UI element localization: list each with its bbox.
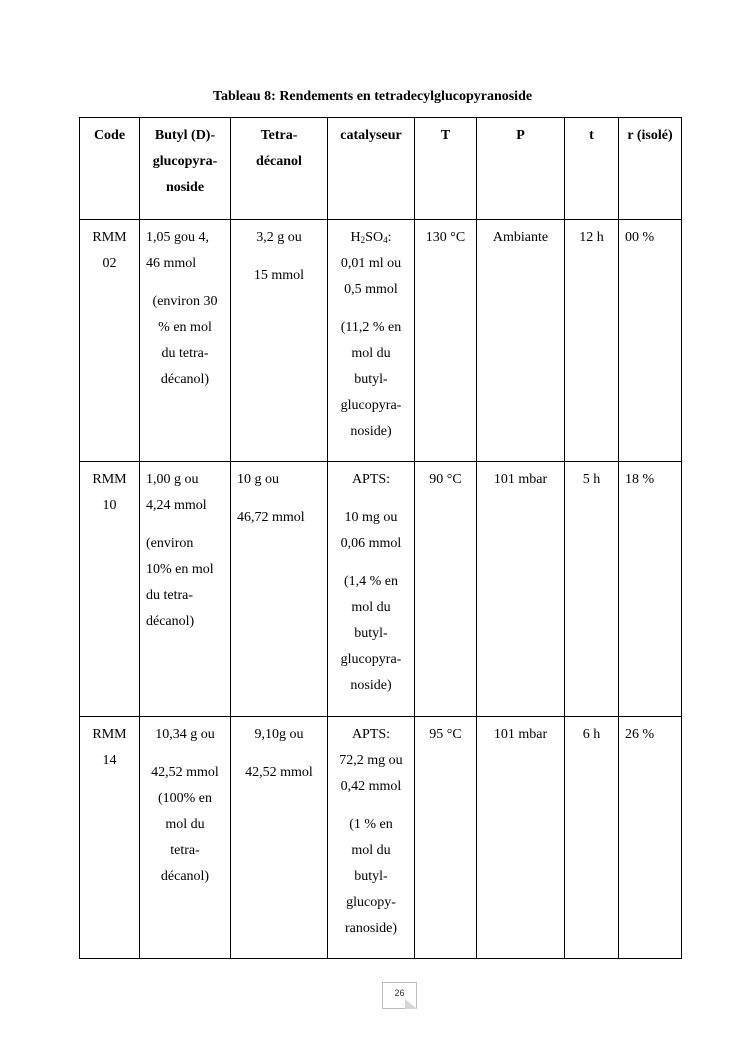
cell-temperature: 130 °C bbox=[415, 220, 477, 462]
cell-pressure: Ambiante bbox=[477, 220, 565, 462]
cell-yield: 18 % bbox=[619, 462, 682, 717]
page-curl-icon bbox=[405, 999, 417, 1009]
table-caption: Tableau 8: Rendements en tetradecylglucopyranoside bbox=[212, 89, 533, 104]
header-temperature: T bbox=[415, 118, 477, 220]
header-time: t bbox=[565, 118, 619, 220]
cell-time: 12 h bbox=[565, 220, 619, 462]
cell-butyl: 10,34 g ou 42,52 mmol (100% en mol du tetra- décanol) bbox=[140, 717, 231, 959]
cell-catalyseur: APTS: 10 mg ou 0,06 mmol (1,4 % en mol du butyl- glucopyra- noside) bbox=[328, 462, 415, 717]
cell-catalyseur: $H_2SO_4$: 0,01 ml ou 0,5 mmol (11,2 % en mol du butyl- glucopyra- noside) bbox=[328, 220, 415, 462]
yield-table bbox=[79, 117, 682, 959]
header-tetradecanol: Tetra- décanol bbox=[231, 118, 328, 220]
cell-yield: 26 % bbox=[619, 717, 682, 959]
table-row bbox=[80, 220, 682, 462]
cell-butyl: 1,05 gou 4, 46 mmol (environ 30 % en mol du tetra- décanol) bbox=[140, 220, 231, 462]
cell-temperature: 90 °C bbox=[415, 462, 477, 717]
cell-tetradecanol: 3,2 g ou 15 mmol bbox=[231, 220, 328, 462]
cell-time: 6 h bbox=[565, 717, 619, 959]
cell-code: RMM 02 bbox=[80, 220, 140, 462]
cell-butyl: 1,00 g ou 4,24 mmol (environ 10% en mol du tetra- décanol) bbox=[140, 462, 231, 717]
cell-pressure: 101 mbar bbox=[477, 717, 565, 959]
cell-catalyseur: APTS: 72,2 mg ou 0,42 mmol (1 % en mol du butyl- glucopy- ranoside) bbox=[328, 717, 415, 959]
cell-tetradecanol: 9,10g ou 42,52 mmol bbox=[231, 717, 328, 959]
header-code: Code bbox=[80, 118, 140, 220]
cell-tetradecanol: 10 g ou 46,72 mmol bbox=[231, 462, 328, 717]
cell-pressure: 101 mbar bbox=[477, 462, 565, 717]
cell-yield: 00 % bbox=[619, 220, 682, 462]
header-butyl: Butyl (D)- glucopyra- noside bbox=[140, 118, 231, 220]
header-catalyseur: catalyseur bbox=[328, 118, 415, 220]
cell-code: RMM 14 bbox=[80, 717, 140, 959]
header-pressure: P bbox=[477, 118, 565, 220]
header-row bbox=[80, 118, 682, 220]
table-row bbox=[80, 462, 682, 717]
cell-temperature: 95 °C bbox=[415, 717, 477, 959]
header-yield: r (isolé) bbox=[619, 118, 682, 220]
cell-code: RMM 10 bbox=[80, 462, 140, 717]
cell-time: 5 h bbox=[565, 462, 619, 717]
page-number: 26 bbox=[382, 982, 417, 1009]
table-row bbox=[80, 717, 682, 959]
